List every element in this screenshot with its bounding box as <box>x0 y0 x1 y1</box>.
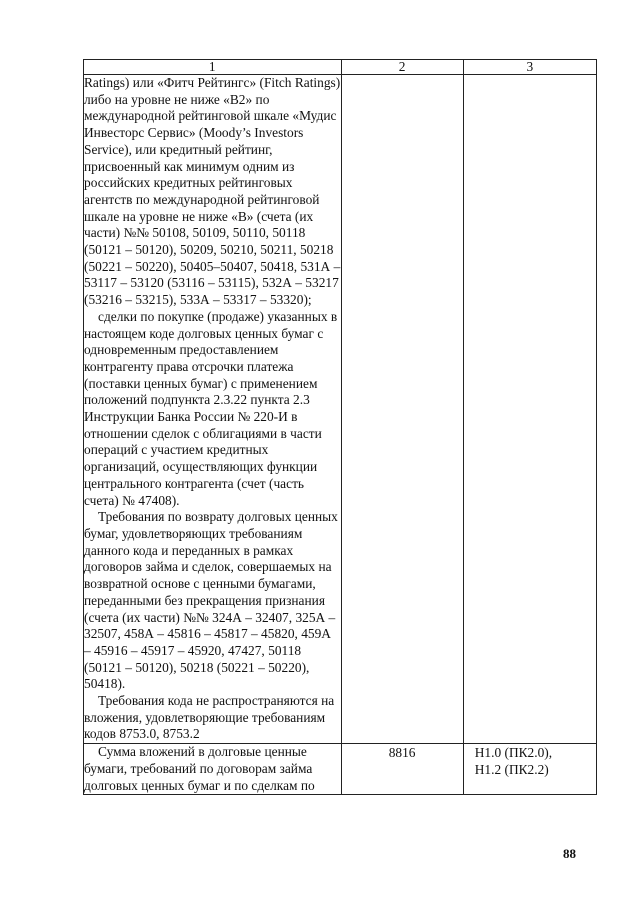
paragraph-sum: Сумма вложений в долговые ценные бумаги, требований по договорам займа долговых ценных бумаг и по сделкам по <box>84 744 315 793</box>
ratio-line: Н1.2 (ПК2.2) <box>474 761 549 777</box>
ratio-cell <box>463 75 596 744</box>
paragraph-return-claims: Требования по возврату долговых ценных бумаг, удовлетворяющих требованиям данного кода и переданных в рамках договоров займа и сделок, совершаемых на возвратной основе с ценными бумагами, переданными без прекращения признания (счета (их части) №№ 324А – 32407, 325А – 32507, 458А – 45816 – 45817 – 45820, 459А – 45916 – 45917 – 45920, 47427, 50118 (50121 – 50120), 50218 (50221 – 50220), 50418). <box>84 509 338 692</box>
header-col-2: 2 <box>341 60 463 75</box>
ratio-line: Н1.0 (ПК2.0), <box>474 745 553 761</box>
description-cell <box>84 75 342 744</box>
norms-table <box>83 59 597 795</box>
description-cell <box>84 744 342 795</box>
header-col-1: 1 <box>84 60 342 75</box>
table-row <box>84 744 597 795</box>
paragraph-exclusion: Требования кода не распространяются на вложения, удовлетворяющие требованиям кодов 8753.0, 8753.2 <box>84 693 335 742</box>
code-cell: 8816 <box>341 744 463 795</box>
paragraph-deals: сделки по покупке (продаже) указанных в настоящем коде долговых ценных бумаг с одновременным предоставлением контрагенту права отсрочки платежа (поставки ценных бумаг) с применением положений подпункта 2.3.22 пункта 2.3 Инструкции Банка России № 220-И в отношении сделок с облигациями в части операций с участием кредитных организаций, осуществляющих функции центрального контрагента (счет (часть счета) № 47408). <box>84 308 338 508</box>
header-col-3: 3 <box>463 60 596 75</box>
table-row <box>84 75 597 744</box>
code-cell <box>341 75 463 744</box>
ratio-cell <box>463 744 596 795</box>
table-header-row <box>84 60 597 75</box>
page-number: 88 <box>563 846 576 861</box>
paragraph-ratings: Ratings) или «Фитч Рейтингс» (Fitch Ratings) либо на уровне не ниже «B2» по международной рейтинговой шкале «Мудис Инвесторс Сервис» (Moody’s Investors Service), или кредитный рейтинг, присвоенный как минимум одним из российских кредитных рейтинговых агентств по международной рейтинговой шкале на уровне не ниже «B» (счета (их части) №№ 50108, 50109, 50110, 50118 (50121 – 50120), 50209, 50210, 50211, 50218 (50221 – 50220), 50405–50407, 50418, 531А – 53117 – 53120 (53116 – 53115), 532А – 53217 (53216 – 53215), 533А – 53317 – 53320); <box>84 75 341 308</box>
